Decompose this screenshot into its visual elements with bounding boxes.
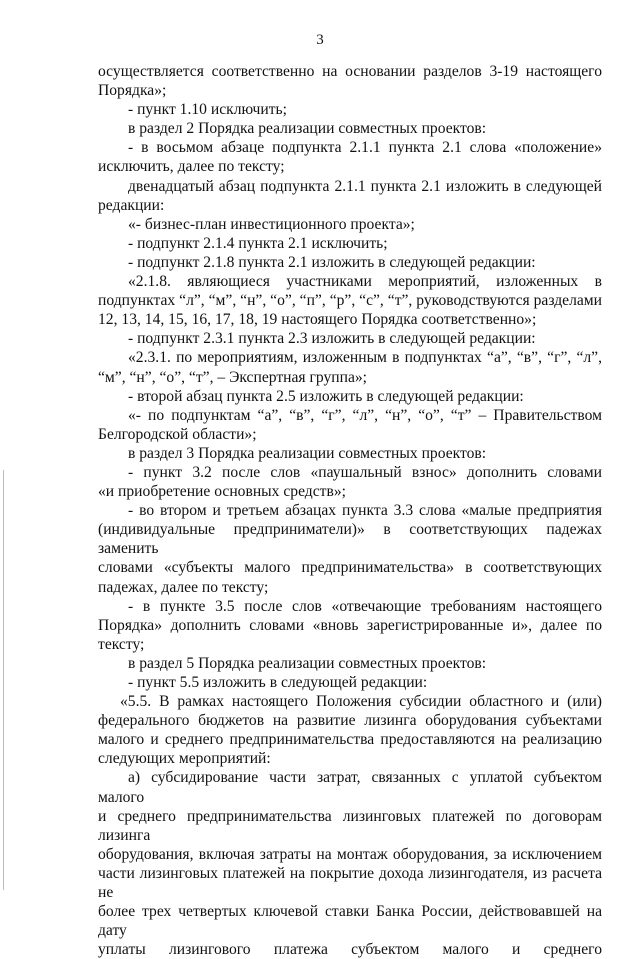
text-line: тексту; xyxy=(98,635,145,653)
text-line: 12, 13, 14, 15, 16, 17, 18, 19 настоящего Порядка соответственно»; xyxy=(98,311,537,329)
text-line: в раздел 2 Порядка реализации совместных проектов: xyxy=(128,120,487,138)
text-line: (индивидуальные предприниматели)» в соответствующих падежах заменить xyxy=(98,521,602,558)
page-edge-line xyxy=(3,470,4,890)
text-line: двенадцатый абзац подпункта 2.1.1 пункта 2.1 изложить в следующей xyxy=(128,177,602,195)
text-line: Порядка»; xyxy=(98,82,167,100)
text-line: «5.5. В рамках настоящего Положения субсидии областного и (или) xyxy=(120,693,602,711)
paragraph xyxy=(98,119,602,138)
paragraph xyxy=(98,253,602,272)
paragraph xyxy=(98,62,602,100)
text-line: малого и среднего предпринимательства предоставляются на реализацию xyxy=(98,731,602,749)
text-line: следующих мероприятий: xyxy=(98,750,271,768)
text-line: “м”, “н”, “о”, “т”, – Экспертная группа»; xyxy=(98,368,368,386)
text-line: «2.3.1. по мероприятиям, изложенным в подпунктах “а”, “в”, “г”, “л”, xyxy=(128,349,602,367)
paragraph xyxy=(98,501,602,596)
text-line: уплаты лизингового платежа субъектом малого и среднего xyxy=(98,941,602,959)
text-line: - второй абзац пункта 2.5 изложить в следующей редакции: xyxy=(128,387,524,405)
text-line: оборудования, включая затраты на монтаж оборудования, за исключением xyxy=(98,845,602,863)
text-line: подпунктах “л”, “м”, “н”, “о”, “п”, “р”, “с”, “т”, руководствуются разделами xyxy=(98,292,602,310)
text-line: - пункт 1.10 исключить; xyxy=(128,101,287,119)
text-line: и среднего предпринимательства лизинговых платежей по договорам лизинга xyxy=(98,807,602,844)
text-line: «- бизнес-план инвестиционного проекта»; xyxy=(128,215,415,233)
text-line: - в восьмом абзаце подпункта 2.1.1 пункта 2.1 слова «положение» xyxy=(128,139,602,157)
text-line: части лизинговых платежей на покрытие дохода лизингодателя, из расчета не xyxy=(98,864,602,902)
paragraph xyxy=(98,329,602,348)
text-line: федерального бюджетов на развитие лизинга оборудования субъектами xyxy=(98,712,602,730)
paragraph xyxy=(98,444,602,463)
text-line: - в пункте 3.5 после слов «отвечающие требованиям настоящего xyxy=(128,597,602,615)
text-line: падежах, далее по тексту; xyxy=(98,578,269,596)
text-line: - подпункт 2.3.1 пункта 2.3 изложить в следующей редакции: xyxy=(128,330,536,348)
text-line: в раздел 3 Порядка реализации совместных проектов: xyxy=(128,444,487,462)
text-line: словами «субъекты малого предпринимательства» в соответствующих xyxy=(98,559,602,577)
text-line: исключить, далее по тексту; xyxy=(98,158,285,176)
paragraph xyxy=(98,215,602,234)
text-line: «и приобретение основных средств»; xyxy=(98,483,346,501)
paragraph xyxy=(98,692,602,768)
paragraph xyxy=(98,654,602,673)
text-line: более трех четвертых ключевой ставки Банка России, действовавшей на дату xyxy=(98,903,602,940)
document-body xyxy=(98,62,602,959)
text-line: «2.1.8. являющиеся участниками мероприятий, изложенных в xyxy=(128,273,602,291)
paragraph xyxy=(98,272,602,329)
paragraph xyxy=(98,463,602,501)
text-line: - во втором и третьем абзацах пункта 3.3 слова «малые предприятия xyxy=(128,502,602,520)
text-line: в раздел 5 Порядка реализации совместных проектов: xyxy=(128,654,487,672)
paragraph xyxy=(98,387,602,406)
text-line: «- по подпунктам “а”, “в”, “г”, “л”, “н”, “о”, “т” – Правительством xyxy=(128,406,602,424)
text-line: Белгородской области»; xyxy=(98,425,257,443)
text-line: - пункт 5.5 изложить в следующей редакции: xyxy=(128,674,428,691)
paragraph xyxy=(98,673,602,692)
paragraph xyxy=(98,406,602,444)
paragraph xyxy=(98,234,602,253)
text-line: - подпункт 2.1.8 пункта 2.1 изложить в следующей редакции: xyxy=(128,253,536,271)
paragraph xyxy=(98,768,602,959)
page-number: 3 xyxy=(316,32,324,48)
paragraph xyxy=(98,177,602,215)
text-line: Порядка» дополнить словами «вновь зарегистрированные и», далее по xyxy=(98,616,602,634)
paragraph xyxy=(98,138,602,176)
text-line: - подпункт 2.1.4 пункта 2.1 исключить; xyxy=(128,234,388,252)
text-line: - пункт 3.2 после слов «паушальный взнос» дополнить словами xyxy=(128,463,602,481)
text-line: осуществляется соответственно на основании разделов 3-19 настоящего xyxy=(98,63,602,80)
paragraph xyxy=(98,597,602,654)
paragraph xyxy=(98,100,602,119)
text-line: редакции: xyxy=(98,196,165,214)
text-line: а) субсидирование части затрат, связанных с уплатой субъектом малого xyxy=(98,769,602,806)
paragraph xyxy=(98,348,602,386)
